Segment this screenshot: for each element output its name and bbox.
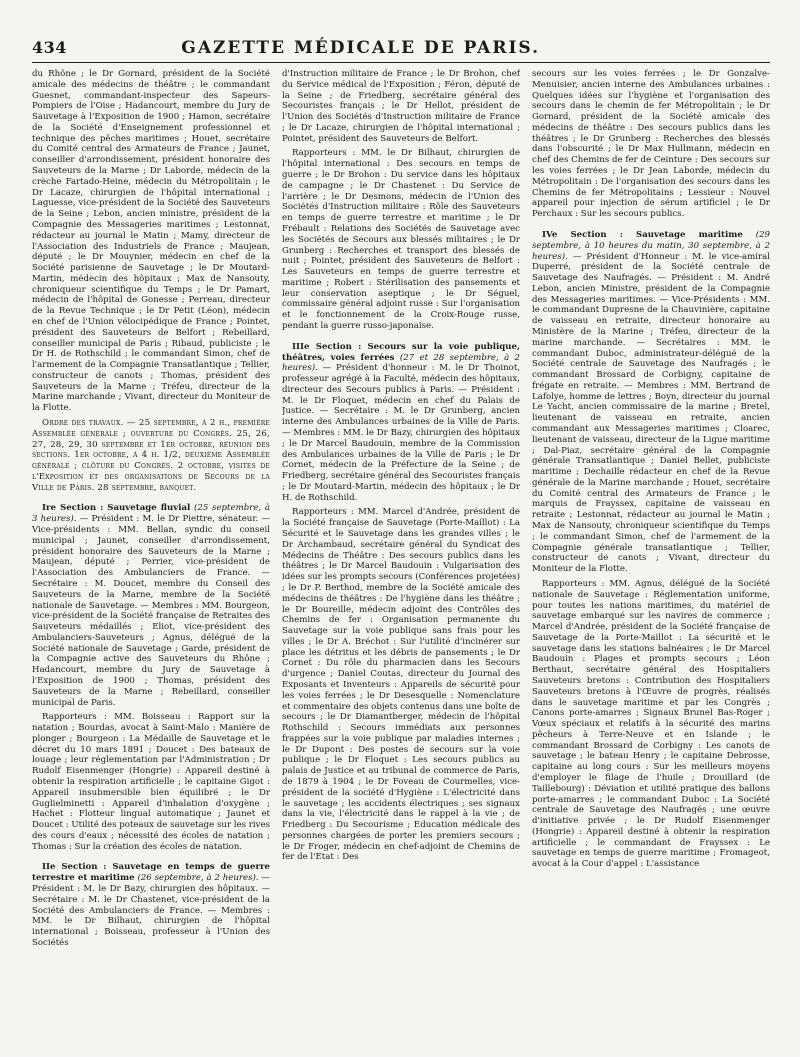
section-heading: Ire Section : Sauvetage fluvial [42,503,191,514]
paragraph: Rapporteurs : MM. Agnus, délégué de la Société nationale de Sauvetage : Réglementation uniforme, pour toutes les nations maritimes, du matériel de sauvetage embarqué sur les navires de commerce ; Marcel d'Andrée, président de la Société française de Sauvetage de la Porte-Maillot : La sécurité et le sauvetage dans les stations balnéaires ; le Dr Marcel Baudouin : Plages et prompts secours ; Léon Berthaut, secrétaire général des Hospitaliers Sauveteurs bretons : Contribution des Hospitaliers Sauveteurs bretons à l'Œuvre de progrès, réalisés dans le sauvetage maritime et par les Congrès ; Canons porte-amarres ; Signaux Brunel Bas-Roger ; Vœux spéciaux et relatifs à la sécurité des marins pêcheurs à Terre-Neuve et en Islande ; le commandant Brossard de Corbigny : Les canots de sauvetage ; le bateau Henry ; le capitaine Debrosse, capitaine au long cours : Sur les meilleurs moyens d'employer le filage de l'huile ; Drouillard (de Taillebourg) : Déviation et utilité pratique des ballons porte-amarres ; le commandant Duboc : La Société centrale de Sauvetage des Naufragés ; une œuvre d'initiative privée ; le Dr Rudolf Eisenmenger (Hongrie) : Appareil destiné à obtenir la respiration artificielle ; le commandant de Frayssex : Le sauvetage en temps de guerre maritime ; Fromageot, avocat à la Cour d'appel : L'assistance [532,578,770,870]
column-1 [32,69,270,953]
page-title: GAZETTE MÉDICALE DE PARIS. [181,38,540,58]
section-dates: (29 septembre, à 10 heures du matin, 30 septembre, à 2 heures). [532,229,770,262]
page-header [32,38,770,63]
paragraph: Rapporteurs : MM. Boisseau : Rapport sur la natation ; Bourdas, avocat à Saint-Malo : Manière de plonger ; Bourgeon : La Médaille de Sauvetage et le décret du 10 mars 1891 ; Doucet : Des bateaux de louage ; leur réglementation par l'Administration ; Dr Rudolf Eisenmenger (Hongrie) : Appareil destiné à obtenir la respiration artificielle ; le capitaine Gigot : Appareil insubmersible bien équilibré ; le Dr Guglielminetti : Appareil d'inhalation d'oxygène ; Hachet : Flotteur lingual automatique ; Jaunet et Doucet : Utilité des poteaux de sauvetage sur les rives des cours d'eaux ; nécessité des écoles de natation ; Thomas : Sur la création des écoles de natation. [32,712,270,852]
paragraph: du Rhône ; le Dr Gornard, président de la Société amicale des médecins de théâtre ; le commandant Guesnet, commandant-inspecteur des Sapeurs-Pompiers de l'Oise ; Hadancourt, membre du Jury de Sauvetage à l'Exposition de 1900 ; Hamon, secrétaire de la Société d'Enseignement professionnel et technique des pêches maritimes ; Houet, secrétaire du Comité central des Armateurs de France ; Jaunet, conseiller d'arrondissement, président honoraire des Sauveteurs de la Marne ; Dr Laborde, médecin de la crèche Fartado-Heine, médecin du Métropolitain ; le Dr Lacaze, chirurgien de l'hôpital international ; Laguesse, vice-président de la Société des Sauveteurs de la Seine ; Lebon, ancien ministre, président de la Compagnie des Messageries maritimes ; Lestonnat, rédacteur au journal le Matin ; Mamy, directeur de l'Association des Industriels de France ; Maujean, député ; le Dr Mouynier, médecin en chef de la Société parisienne de Sauvetage ; le Dr Moutard-Martin, médecin des hôpitaux ; Max de Nansouty, chroniqueur scientifique du Temps ; le Dr Pamart, médecin de l'hôpital de Gonesse ; Perreau, directeur de la Revue Technique ; le Dr Petit (Léon), médecin en chef de l'Union vélocipédique de France ; Pointet, président des Sauveteurs de Belfort ; Rebeillard, conseiller municipal de Paris ; Ribaud, publiciste ; le Dr H. de Rothschild ; le commandant Simon, chef de l'armement de la Compagnie Transatlantique ; Tellier, constructeur de canots ; Thomas, président des Sauveteurs de la Marne ; Tréfeu, directeur de la Marine marchande ; Vivant, directeur du Moniteur de la Flotte. [32,69,270,414]
paragraph: secours sur les voies ferrées ; le Dr Gonzalve-Menuisier, ancien interne des Ambulances urbaines : Quelques idées sur l'hygiène et l'organisation des secours dans le chemin de fer Métropolitain ; le Dr Gornard, président de la Société amicale des médecins de théâtre : Des secours publics dans les théâtres ; le Dr Grunberg : Recherches des blessés dans l'obscurité ; le Dr Max Hullmann, médecin en chef des Chemins de fer de Ceinture : Des secours sur les voies ferrées ; le Dr Jean Laborde, médecin du Métropolitain : De l'organisation des secours dans les Chemins de fer Métropolitains ; Lessieur : Nouvel appareil pour injection de sérum artificiel ; le Dr Perchaux : Sur les secours publics. [532,69,770,220]
paragraph [32,418,270,493]
section-body: — Président d'Honneur : M. le vice-amiral Duperré, président de la Société centrale de Sauvetage des Naufragés. — Président : M. André Lebon, ancien Ministre, président de la Compagnie des Messageries maritimes. — Vice-Présidents : MM. le commandant Dupresne de la Chauvinière, capitaine de vaisseau en retraite, directeur honoraire au Ministère de la Marine ; Tréfeu, directeur de la marine marchande. — Secrétaires : MM. le commandant Duboc, administrateur-délégué de la Société centrale de Sauvetage des Naufragés ; le commandant Brossard de Corbigny, capitaine de frégate en retraite. — Membres : MM. Bertrand de Lafolye, homme de lettres ; Boyn, directeur du journal Le Yacht, ancien commissaire de la marine ; Bretel, lieutenant de vaisseau en retraite, ancien commandant aux Messageries maritimes ; Cloarec, lieutenant de vaisseau, directeur de la Ligue maritime ; Dal-Piaz, secrétaire général de la Compagnie générale Transatlantique ; Daniel Bellet, publiciste maritime ; Dechaille rédacteur en chef de la Revue générale de la Marine marchande ; Houet, secrétaire du Comité central des Armateurs de France ; le marquis de Frayssex, capitaine de vaisseau en retraite ; Lestonnat, rédacteur au journal le Matin ; Max de Nansouty, chroniqueur scientifique du Temps ; le commandant Simon, chef de l'armement de la Compagnie générale transatlantique ; Tellier, constructeur de canots ; Vivant, directeur du Moniteur de la Flotte. [532,251,770,575]
section-1 [32,503,270,708]
section-heading: IIe Section : Sauvetage en temps de guerre terrestre et maritime [32,862,270,884]
section-2 [32,862,270,948]
section-dates: (27 et 28 septembre, à 2 heures). [282,352,520,374]
section-dates: (26 septembre, à 2 heures). [137,873,259,884]
section-4 [532,230,770,575]
paragraph: Rapporteurs : MM. le Dr Bilhaut, chirurgien de l'hôpital international : Des secours en temps de guerre ; le Dr Brohon : Du service dans les hôpitaux de campagne ; le Dr Chastenet : Du Service de l'arrière ; le Dr Desmons, médecin de l'Union des Sociétés d'Instruction militaire : Rôle des Sauveteurs en temps de guerre terrestre et maritime ; le Dr Frébault : Relations des Sociétés de Sauvetage avec les Sociétés de Secours aux blessés militaires ; le Dr Grunberg : Recherches et transport des blessés de nuit ; Pointet, président des Sauveteurs de Belfort : Les Sauveteurs en temps de guerre terrestre et maritime ; Robert : Stérilisation des pansements et leur conservation aseptique ; le Dr Séguel, commissaire général adjoint russe : Sur l'organisation et le fonctionnement de la Croix-Rouge russe, pendant la guerre russo-japonaise. [282,148,520,331]
agenda-paragraph: Ordre des travaux. — 25 septembre, à 2 h., première Assemblée générale ; ouverture du Congrès. 25, 26, 27, 28, 29, 30 septembre et 1er octobre, réunion des sections. 1er octobre, à 4 h. 1/2, deuxième Assemblée générale ; clôture du Congrès. 2 octobre, visites de l'Exposition et des organisations de Secours de la Ville de Paris. 28 septembre, banquet. [32,418,270,493]
column-3 [532,69,770,953]
text-columns [32,69,770,953]
column-2 [282,69,520,953]
section-dates: (25 septembre, à 3 heures). [32,503,270,525]
section-heading: IVe Section : Sauvetage maritime [542,229,743,240]
section-heading: IIIe Section : Secours sur la voie publique, théâtres, voies ferrées [282,341,520,363]
paragraph: d'Instruction militaire de France ; le Dr Brohon, chef du Service médical de l'Exposition ; Féron, député de la Seine ; de Friedberg, secrétaire général des Secouristes français ; le Dr Hellot, président de l'Union des Sociétés d'Instruction militaire de France ; le Dr Lacaze, chirurgien de l'hôpital international ; Pointet, président des Sauveteurs de Belfort. [282,69,520,144]
page-number: 434 [32,38,67,57]
section-body: — Président : M. le Dr Piettre, sénateur. — Vice-présidents : MM. Bellan, syndic du conseil municipal ; Jaunet, conseiller d'arrondissement, président honoraire des Sauveteurs de la Marne ; Maujean, député ; Perrier, vice-président de l'Association des Ambulanciers de France. — Secrétaire : M. Doucet, membre du Conseil des Sauveteurs de la Marne, membre de la Société nationale de Sauvetage. — Membres : MM. Bourgeon, vice-président de la Société française de Retraites des Sauveteurs médaillés ; Eliot, vice-président des Ambulanciers-Sauveteurs ; Agnus, délégué de la Société nationale de Sauvetage ; Garde, président de la Compagnie active des Sauveteurs du Rhône ; Hadancourt, membre du Jury de Sauvetage à l'Exposition de 1900 ; Thomas, président des Sauveteurs de la Marne ; Rebeillard, conseiller municipal de Paris. [32,514,270,708]
section-3 [282,342,520,504]
section-body: — Président d'honneur : M. le Dr Thoinot, professeur agrégé à la Faculté, médecin des hôpitaux, directeur des Secours publics à Paris. — Président : M. le Dr Floquet, médecin en chef du Palais de Justice. — Secrétaire : M. le Dr Grunberg, ancien interne des Ambulances urbaines de la Ville de Paris. — Membres : MM. le Dr Bazy, chirurgien des hôpitaux ; le Dr Marcel Baudouin, membre de la Commission des Ambulances urbaines de la Ville de Paris ; le Dr Cornet, médecin de la Préfecture de la Seine ; de Friedberg, secrétaire général des Secouristes français ; le Dr Moutard-Martin, médecin des hôpitaux ; le Dr H. de Rothschild. [282,363,520,503]
section-body: — Président : M. le Dr Bazy, chirurgien des hôpitaux. — Secrétaire : M. le Dr Chastenet, vice-président de la Société des Ambulanciers de France. — Membres : MM. le Dr Bilhaut, chirurgien de l'hôpital international ; Boisseau, professeur à l'Union des Sociétés [32,873,270,948]
paragraph: Rapporteurs : MM. Marcel d'Andrée, président de la Société française de Sauvetage (Porte-Maillot) : La Sécurité et le Sauvetage dans les grandes villes ; le Dr Archambaud, secrétaire général du Syndicat des Médecins de Théâtre : Des secours publics dans les théâtres ; le Dr Marcel Baudouin : Vulgarisation des idées sur les prompts secours (Conférences projetées) ; le Dr P. Berthod, membre de la Société amicale des médecins de théâtres : De l'hygiène dans les théâtre ; le Dr Boureille, médecin adjoint des Contrôles des Chemins de fer : Organisation permanente du Sauvetage sur la voie publique sans frais pour les villes ; le Dr A. Bréchot : Sur l'utilité d'incinérer sur place les détritus et les débris de pansements ; le Dr Cornet : Du rôle du pharmacien dans les Secours d'urgence ; Daniel Coutas, directeur du Journal des Exposants et Inventeurs : Appareils de sécurité pour les voies ferrées ; le Dr Desesquelle : Nomenclature et commentaire des objets contenus dans une boîte de secours ; le Dr Diamantberger, médecin de l'hôpital Rothschild : Secours immédiats aux personnes frappées sur la voie publique par maladies internes ; le Dr Dupont : Des postes de secours sur la voie publique ; le Dr Floquet : Les secours publics au palais de Justice et au tribunal de commerce de Paris, de 1879 à 1904 ; le Dr Foveau de Courmelles, vice-président de la société d'Hygiène : L'électricité dans le sauvetage ; les accidents électriques ; ses signaux dans la vie, l'électricité dans le rappel à la vie ; de Friedberg : Du Secourisme ; Education médicale des personnes chargées de porter les premiers secours ; le Dr Froger, médecin en chef-adjoint de Chemins de fer de l'Etat : Des [282,507,520,863]
